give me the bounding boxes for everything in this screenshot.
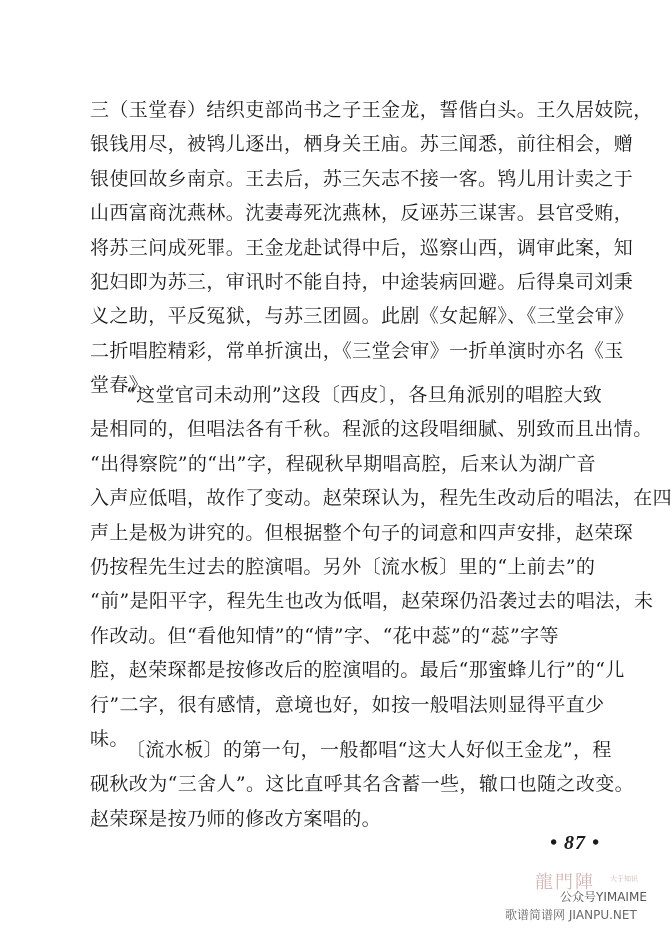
text-line: 是相同的，但唱法各有千秋。程派的这段唱细腻、别致而且出情。	[90, 418, 653, 441]
watermark-logo: 龍門陣	[535, 872, 595, 893]
paragraph-plot-summary	[90, 93, 653, 403]
text-line: 赵荣琛是按乃师的修改方案唱的。	[90, 807, 382, 830]
text-line: 堂春》。	[90, 374, 159, 397]
text-line: 银钱用尽，被鸨儿逐出，栖身关王庙。苏三闻悉，前往相会，赠	[90, 133, 634, 156]
text-line: “这堂官司未动刑”这段〔西皮〕，各旦角派别的唱腔大致	[126, 384, 603, 406]
text-line: 银使回故乡南京。王去后，苏三矢志不接一客。鸨儿用计卖之于	[90, 167, 634, 190]
paragraph-liushuiban	[90, 733, 635, 836]
watermark-logo-subtitle: 大于知识	[610, 875, 638, 883]
paragraph-singing-analysis	[90, 378, 672, 756]
watermark-text: 歌谱简谱网 JIANPU.NET	[505, 908, 637, 922]
text-line: “前”是阳平字，程先生也改为低唱，赵荣琛仍沿袭过去的唱法，未	[90, 590, 654, 613]
text-line: 声上是极为讲究的。但根据整个句子的词意和四声安排，赵荣琛	[90, 521, 634, 544]
text-line: 二折唱腔精彩，常单折演出，《三堂会审》一折单演时亦名《玉	[90, 339, 624, 362]
text-line: 入声应低唱，故作了变动。赵荣琛认为，程先生改动后的唱法，在四	[90, 487, 672, 510]
text-line: 砚秋改为“三舍人”。这比直呼其名含蓄一些，辙口也随之改变。	[90, 773, 635, 796]
text-line: 腔，赵荣琛都是按修改后的腔演唱的。最后“那蜜蜂儿行”的“儿	[90, 659, 625, 682]
text-line: 将苏三问成死罪。王金龙赴试得中后，巡察山西，调审此案，知	[90, 236, 634, 259]
page-number: • 87 •	[550, 832, 601, 854]
watermark-text: 公众号YIMAIME	[560, 890, 647, 904]
text-line: 山西富商沈燕林。沈妻毒死沈燕林，反诬苏三谋害。县官受贿，	[90, 202, 634, 225]
text-line: 作改动。但“看他知情”的“情”字、“花中蕊”的“蕊”字等	[90, 624, 559, 647]
text-line: 行”二字，很有感情，意境也好，如按一般唱法则显得平直少	[90, 693, 605, 716]
text-line: 仍按程先生过去的腔演唱。另外〔流水板〕里的“上前去”的	[90, 555, 596, 578]
text-line: 味。	[90, 727, 129, 750]
text-line: “出得察院”的“出”字，程砚秋早期唱高腔，后来认为湖广音	[90, 452, 597, 475]
text-line: 犯妇即为苏三，审讯时不能自持，中途装病回避。后得臬司刘秉	[90, 270, 634, 293]
text-line: 三（玉堂春）结织吏部尚书之子王金龙，誓偕白头。王久居妓院，	[90, 99, 653, 121]
text-line: 义之助，平反冤狱，与苏三团圆。此剧《女起解》、《三堂会审》	[90, 305, 634, 328]
text-line: 〔流水板〕的第一句，一般都唱“这大人好似王金龙”，程	[126, 739, 612, 761]
